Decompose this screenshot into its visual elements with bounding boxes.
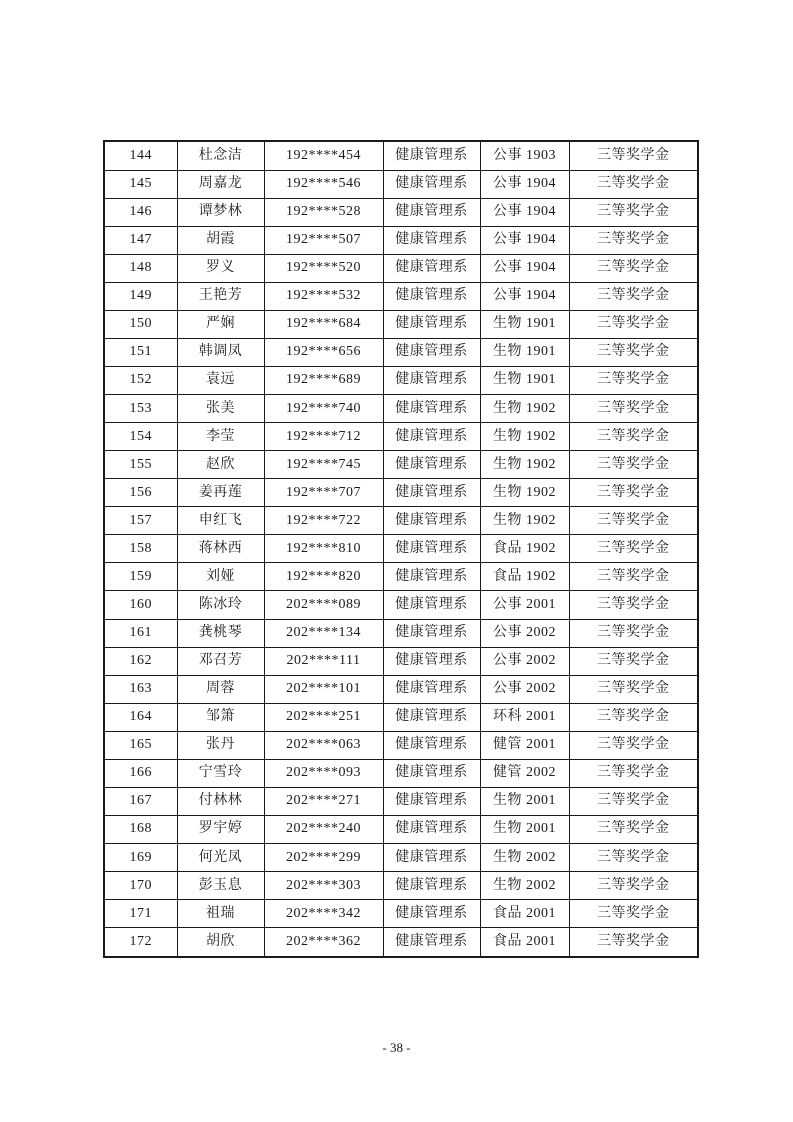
cell-row-number: 172 [104, 928, 177, 957]
cell-class: 生物 2002 [480, 844, 569, 872]
cell-row-number: 151 [104, 338, 177, 366]
cell-row-number: 171 [104, 900, 177, 928]
cell-student-id: 192****528 [264, 198, 383, 226]
cell-student-name: 姜再莲 [177, 479, 264, 507]
cell-department: 健康管理系 [383, 815, 480, 843]
cell-department: 健康管理系 [383, 282, 480, 310]
cell-class: 生物 1902 [480, 423, 569, 451]
cell-award: 三等奖学金 [569, 759, 698, 787]
cell-row-number: 144 [104, 141, 177, 170]
cell-student-id: 202****299 [264, 844, 383, 872]
cell-student-name: 何光凤 [177, 844, 264, 872]
cell-department: 健康管理系 [383, 759, 480, 787]
table-row [104, 226, 698, 254]
page-number: - 38 - [382, 1040, 411, 1055]
cell-award: 三等奖学金 [569, 787, 698, 815]
cell-class: 公事 1904 [480, 254, 569, 282]
table-row [104, 141, 698, 170]
cell-department: 健康管理系 [383, 591, 480, 619]
cell-student-id: 192****712 [264, 423, 383, 451]
cell-row-number: 167 [104, 787, 177, 815]
cell-award: 三等奖学金 [569, 170, 698, 198]
cell-department: 健康管理系 [383, 507, 480, 535]
cell-class: 生物 2001 [480, 815, 569, 843]
table-row [104, 366, 698, 394]
cell-department: 健康管理系 [383, 170, 480, 198]
cell-class: 食品 1902 [480, 563, 569, 591]
table-row [104, 815, 698, 843]
cell-row-number: 158 [104, 535, 177, 563]
cell-department: 健康管理系 [383, 226, 480, 254]
cell-student-name: 刘娅 [177, 563, 264, 591]
cell-student-name: 胡欣 [177, 928, 264, 957]
cell-class: 健管 2002 [480, 759, 569, 787]
table-row [104, 675, 698, 703]
cell-award: 三等奖学金 [569, 451, 698, 479]
cell-department: 健康管理系 [383, 787, 480, 815]
scholarship-table-body [104, 141, 698, 957]
cell-row-number: 168 [104, 815, 177, 843]
cell-student-name: 赵欣 [177, 451, 264, 479]
cell-student-name: 李莹 [177, 423, 264, 451]
cell-student-id: 192****689 [264, 366, 383, 394]
cell-class: 食品 2001 [480, 928, 569, 957]
cell-row-number: 150 [104, 310, 177, 338]
table-row [104, 591, 698, 619]
cell-student-name: 谭梦林 [177, 198, 264, 226]
cell-award: 三等奖学金 [569, 928, 698, 957]
cell-award: 三等奖学金 [569, 535, 698, 563]
cell-department: 健康管理系 [383, 310, 480, 338]
cell-award: 三等奖学金 [569, 872, 698, 900]
cell-award: 三等奖学金 [569, 141, 698, 170]
cell-class: 食品 1902 [480, 535, 569, 563]
cell-department: 健康管理系 [383, 619, 480, 647]
cell-award: 三等奖学金 [569, 563, 698, 591]
cell-student-id: 202****342 [264, 900, 383, 928]
table-row [104, 198, 698, 226]
cell-student-id: 192****722 [264, 507, 383, 535]
cell-award: 三等奖学金 [569, 226, 698, 254]
cell-department: 健康管理系 [383, 647, 480, 675]
cell-student-id: 192****745 [264, 451, 383, 479]
table-row [104, 619, 698, 647]
cell-student-name: 胡霞 [177, 226, 264, 254]
table-row [104, 900, 698, 928]
cell-student-name: 严娴 [177, 310, 264, 338]
cell-award: 三等奖学金 [569, 338, 698, 366]
cell-class: 生物 1901 [480, 310, 569, 338]
cell-student-name: 龚桃琴 [177, 619, 264, 647]
cell-student-id: 192****684 [264, 310, 383, 338]
cell-class: 环科 2001 [480, 703, 569, 731]
cell-award: 三等奖学金 [569, 844, 698, 872]
cell-student-id: 202****111 [264, 647, 383, 675]
cell-row-number: 148 [104, 254, 177, 282]
cell-department: 健康管理系 [383, 872, 480, 900]
cell-student-id: 202****093 [264, 759, 383, 787]
cell-student-name: 宁雪玲 [177, 759, 264, 787]
table-row [104, 282, 698, 310]
cell-class: 公事 1904 [480, 282, 569, 310]
cell-class: 生物 1901 [480, 338, 569, 366]
cell-student-name: 邹箫 [177, 703, 264, 731]
cell-award: 三等奖学金 [569, 675, 698, 703]
cell-student-name: 陈冰玲 [177, 591, 264, 619]
table-row [104, 451, 698, 479]
cell-student-id: 202****240 [264, 815, 383, 843]
cell-student-name: 杜念洁 [177, 141, 264, 170]
cell-department: 健康管理系 [383, 563, 480, 591]
cell-award: 三等奖学金 [569, 479, 698, 507]
cell-award: 三等奖学金 [569, 619, 698, 647]
cell-row-number: 164 [104, 703, 177, 731]
cell-award: 三等奖学金 [569, 423, 698, 451]
cell-row-number: 145 [104, 170, 177, 198]
cell-department: 健康管理系 [383, 141, 480, 170]
cell-department: 健康管理系 [383, 395, 480, 423]
cell-student-name: 袁远 [177, 366, 264, 394]
cell-class: 生物 1901 [480, 366, 569, 394]
cell-award: 三等奖学金 [569, 366, 698, 394]
cell-class: 公事 1904 [480, 170, 569, 198]
table-row [104, 787, 698, 815]
cell-class: 生物 2001 [480, 787, 569, 815]
cell-row-number: 163 [104, 675, 177, 703]
cell-department: 健康管理系 [383, 928, 480, 957]
cell-department: 健康管理系 [383, 338, 480, 366]
cell-row-number: 149 [104, 282, 177, 310]
cell-class: 生物 1902 [480, 395, 569, 423]
table-row [104, 563, 698, 591]
table-row [104, 170, 698, 198]
cell-row-number: 152 [104, 366, 177, 394]
cell-student-id: 192****546 [264, 170, 383, 198]
cell-department: 健康管理系 [383, 423, 480, 451]
cell-row-number: 160 [104, 591, 177, 619]
cell-row-number: 169 [104, 844, 177, 872]
cell-department: 健康管理系 [383, 451, 480, 479]
cell-class: 生物 1902 [480, 451, 569, 479]
cell-student-name: 蒋林西 [177, 535, 264, 563]
cell-award: 三等奖学金 [569, 282, 698, 310]
cell-class: 公事 1904 [480, 198, 569, 226]
cell-student-id: 192****454 [264, 141, 383, 170]
cell-row-number: 155 [104, 451, 177, 479]
cell-student-name: 罗宇婷 [177, 815, 264, 843]
table-row [104, 395, 698, 423]
cell-class: 生物 1902 [480, 507, 569, 535]
cell-row-number: 165 [104, 731, 177, 759]
table-row [104, 535, 698, 563]
cell-student-name: 彭玉息 [177, 872, 264, 900]
cell-class: 食品 2001 [480, 900, 569, 928]
cell-class: 生物 1902 [480, 479, 569, 507]
cell-row-number: 166 [104, 759, 177, 787]
cell-student-id: 192****740 [264, 395, 383, 423]
cell-student-id: 202****251 [264, 703, 383, 731]
cell-class: 公事 1904 [480, 226, 569, 254]
cell-row-number: 156 [104, 479, 177, 507]
cell-award: 三等奖学金 [569, 310, 698, 338]
table-row [104, 703, 698, 731]
table-row [104, 423, 698, 451]
cell-class: 公事 2001 [480, 591, 569, 619]
table-row [104, 338, 698, 366]
cell-student-id: 202****303 [264, 872, 383, 900]
cell-award: 三等奖学金 [569, 731, 698, 759]
cell-student-name: 韩调凤 [177, 338, 264, 366]
cell-student-name: 罗义 [177, 254, 264, 282]
table-row [104, 310, 698, 338]
cell-department: 健康管理系 [383, 254, 480, 282]
cell-row-number: 159 [104, 563, 177, 591]
cell-class: 生物 2002 [480, 872, 569, 900]
cell-student-name: 祖瑞 [177, 900, 264, 928]
cell-student-name: 邓召芳 [177, 647, 264, 675]
table-row [104, 844, 698, 872]
cell-award: 三等奖学金 [569, 900, 698, 928]
cell-department: 健康管理系 [383, 535, 480, 563]
cell-student-id: 202****134 [264, 619, 383, 647]
cell-student-id: 192****507 [264, 226, 383, 254]
cell-award: 三等奖学金 [569, 703, 698, 731]
cell-award: 三等奖学金 [569, 198, 698, 226]
cell-award: 三等奖学金 [569, 591, 698, 619]
table-row [104, 647, 698, 675]
cell-student-name: 周嘉龙 [177, 170, 264, 198]
cell-student-id: 202****271 [264, 787, 383, 815]
scholarship-table [103, 140, 699, 958]
cell-row-number: 146 [104, 198, 177, 226]
cell-award: 三等奖学金 [569, 647, 698, 675]
cell-class: 公事 1903 [480, 141, 569, 170]
cell-department: 健康管理系 [383, 731, 480, 759]
cell-class: 公事 2002 [480, 647, 569, 675]
cell-student-name: 周蓉 [177, 675, 264, 703]
cell-student-id: 192****707 [264, 479, 383, 507]
cell-row-number: 162 [104, 647, 177, 675]
table-row [104, 254, 698, 282]
cell-student-name: 张美 [177, 395, 264, 423]
cell-department: 健康管理系 [383, 900, 480, 928]
cell-student-name: 申红飞 [177, 507, 264, 535]
table-row [104, 759, 698, 787]
cell-award: 三等奖学金 [569, 254, 698, 282]
cell-department: 健康管理系 [383, 675, 480, 703]
cell-student-id: 192****820 [264, 563, 383, 591]
cell-student-id: 202****063 [264, 731, 383, 759]
table-row [104, 507, 698, 535]
cell-class: 健管 2001 [480, 731, 569, 759]
cell-department: 健康管理系 [383, 844, 480, 872]
cell-department: 健康管理系 [383, 366, 480, 394]
table-row [104, 479, 698, 507]
cell-row-number: 153 [104, 395, 177, 423]
cell-student-id: 192****520 [264, 254, 383, 282]
cell-student-id: 192****810 [264, 535, 383, 563]
cell-student-id: 202****101 [264, 675, 383, 703]
cell-department: 健康管理系 [383, 703, 480, 731]
cell-award: 三等奖学金 [569, 395, 698, 423]
cell-row-number: 161 [104, 619, 177, 647]
cell-student-id: 202****089 [264, 591, 383, 619]
table-row [104, 731, 698, 759]
cell-student-id: 202****362 [264, 928, 383, 957]
cell-department: 健康管理系 [383, 198, 480, 226]
cell-class: 公事 2002 [480, 619, 569, 647]
cell-class: 公事 2002 [480, 675, 569, 703]
cell-student-name: 王艳芳 [177, 282, 264, 310]
cell-student-id: 192****656 [264, 338, 383, 366]
cell-row-number: 170 [104, 872, 177, 900]
table-row [104, 872, 698, 900]
cell-student-name: 张丹 [177, 731, 264, 759]
cell-student-name: 付林林 [177, 787, 264, 815]
cell-department: 健康管理系 [383, 479, 480, 507]
cell-row-number: 157 [104, 507, 177, 535]
cell-award: 三等奖学金 [569, 815, 698, 843]
cell-award: 三等奖学金 [569, 507, 698, 535]
cell-row-number: 154 [104, 423, 177, 451]
cell-row-number: 147 [104, 226, 177, 254]
cell-student-id: 192****532 [264, 282, 383, 310]
table-row [104, 928, 698, 957]
